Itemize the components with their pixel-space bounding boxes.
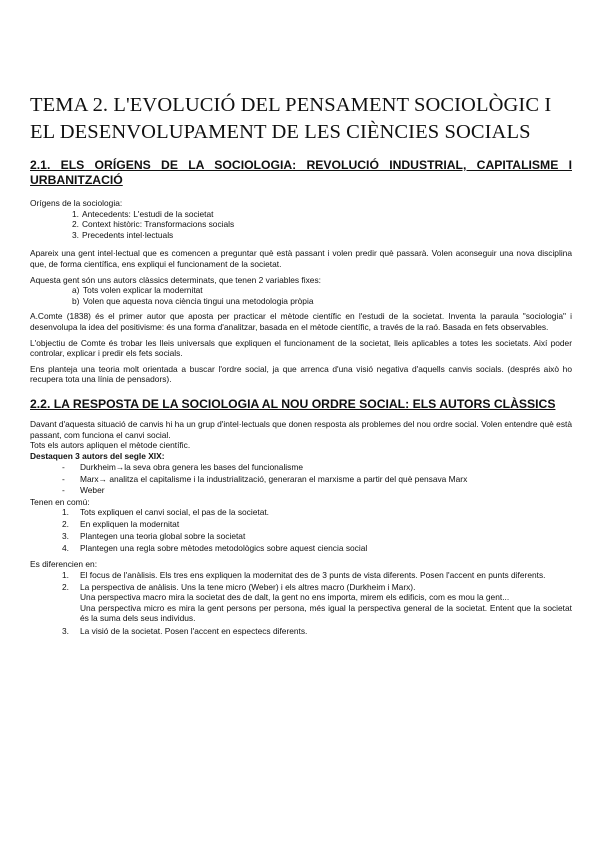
section-heading-origins: 2.1. ELS ORÍGENS DE LA SOCIOLOGIA: REVOLUCIÓ INDUSTRIAL, CAPITALISME I URBANITZACIÓ: [30, 158, 572, 187]
origins-label: Orígens de la sociologia:: [30, 198, 123, 208]
origins-list: [30, 209, 572, 241]
macro-note: Una perspectiva macro mira la societat des de dalt, la gent no ens importa, mirem els edificis, com es mou la gent...: [80, 592, 510, 603]
paragraph: Aquesta gent són uns autors clàssics determinats, que tenen 2 variables fixes:: [30, 274, 321, 285]
list-item: - Durkheim→la seva obra genera les bases del funcionalisme: [62, 462, 303, 473]
paragraph: Apareix una gent intel·lectual que es comencen a preguntar què està passant i volen predir què passarà. Volen aconseguir una nova disciplina que, de forma científica, ens expliqui el funcionament de la societat.: [30, 248, 572, 269]
list-item: 3. Precedents intel·lectuals: [72, 229, 174, 240]
list-item: 1. Antecedents: L'estudi de la societat: [72, 208, 214, 219]
common-label: Tenen en comú:: [30, 496, 90, 507]
list-item: 2. Context històric: Transformacions socials: [72, 219, 235, 230]
list-item: a) Tots volen explicar la modernitat: [72, 285, 203, 296]
common-list: [30, 507, 572, 554]
list-item: b) Volen que aquesta nova ciència tingui una metodologia pròpia: [72, 295, 314, 306]
list-item: - Marx→ analitza el capitalisme i la industrialització, generaran el marxisme a partir del què pensava Marx: [62, 473, 468, 484]
list-item: 3. La visió de la societat. Posen l'accent en espectecs diferents.: [62, 625, 308, 636]
differences-list: [30, 570, 572, 637]
list-item: 2. En expliquen la modernitat: [62, 519, 180, 530]
section-heading-classics: 2.2. LA RESPOSTA DE LA SOCIOLOGIA AL NOU ORDRE SOCIAL: ELS AUTORS CLÀSSICS: [30, 396, 556, 411]
paragraph: Tots els autors apliquen el mètode científic.: [30, 440, 191, 451]
document-title: TEMA 2. L'EVOLUCIÓ DEL PENSAMENT SOCIOLÒGIC I EL DESENVOLUPAMENT DE LES CIÈNCIES SOCIALS: [30, 94, 552, 143]
list-item: 3. Plantegen una teoria global sobre la societat: [62, 531, 246, 542]
differences-label: Es diferencien en:: [30, 558, 98, 569]
variables-list: [30, 285, 572, 306]
list-item: 1. Tots expliquen el canvi social, el pas de la societat.: [62, 507, 270, 518]
list-item: 4. Plantegen una regla sobre mètodes metodològics sobre aquest ciencia social: [62, 543, 368, 554]
paragraph: Ens planteja una teoria molt orientada a buscar l'ordre social, ja que arrenca d'una visió negativa d'aquells canvis socials. (després això ho recupera tota una línia de pensadors).: [30, 363, 572, 385]
list-item: 1. El focus de l'anàlisis. Els tres ens expliquen la modernitat des de 3 punts de vista diferents. Posen l'accent en punts diferents.: [62, 569, 546, 580]
list-item: 2. La perspectiva de anàlisis. Uns la tene micro (Weber) i els altres macro (Durkheim i Marx). Una perspectiva macro mira la societat des de dalt, la gent no ens importa, mirem els edificis, com es mou la gent... Una perspectiva micro es mira la gent persons per persona, més igual la perspectiva general de la societat. Entent que la societat és la suma dels seus individus.: [62, 581, 572, 624]
paragraph: L'objectiu de Comte és trobar les lleis universals que expliquen el funcionament de la societat, lleis aplicables a totes les societats. Així poder controlar, explicar i predir els fets socials.: [30, 337, 572, 359]
authors-label: Destaquen 3 autors del segle XIX:: [30, 450, 165, 461]
paragraph: Davant d'aquesta situació de canvis hi ha un grup d'intel·lectuals que donen resposta als problemes del nou ordre social. Volen entendre què està passant, com funciona el canvi social.: [30, 418, 572, 440]
authors-list: [30, 462, 572, 496]
list-item: - Weber: [62, 485, 105, 496]
paragraph: A.Comte (1838) és el primer autor que aposta per practicar el mètode científic en l'estudi de la societat. Inventa la paraula "sociologia" i desenvolupa la idea del positivisme: és una forma d'analitzar, basada en el mètode científic, a través de la raó. Basada en fets observables.: [30, 311, 572, 332]
micro-note: Una perspectiva micro es mira la gent persons per persona, més igual la perspectiva general de la societat. Entent que la societat és la suma dels seus individus.: [80, 602, 572, 624]
